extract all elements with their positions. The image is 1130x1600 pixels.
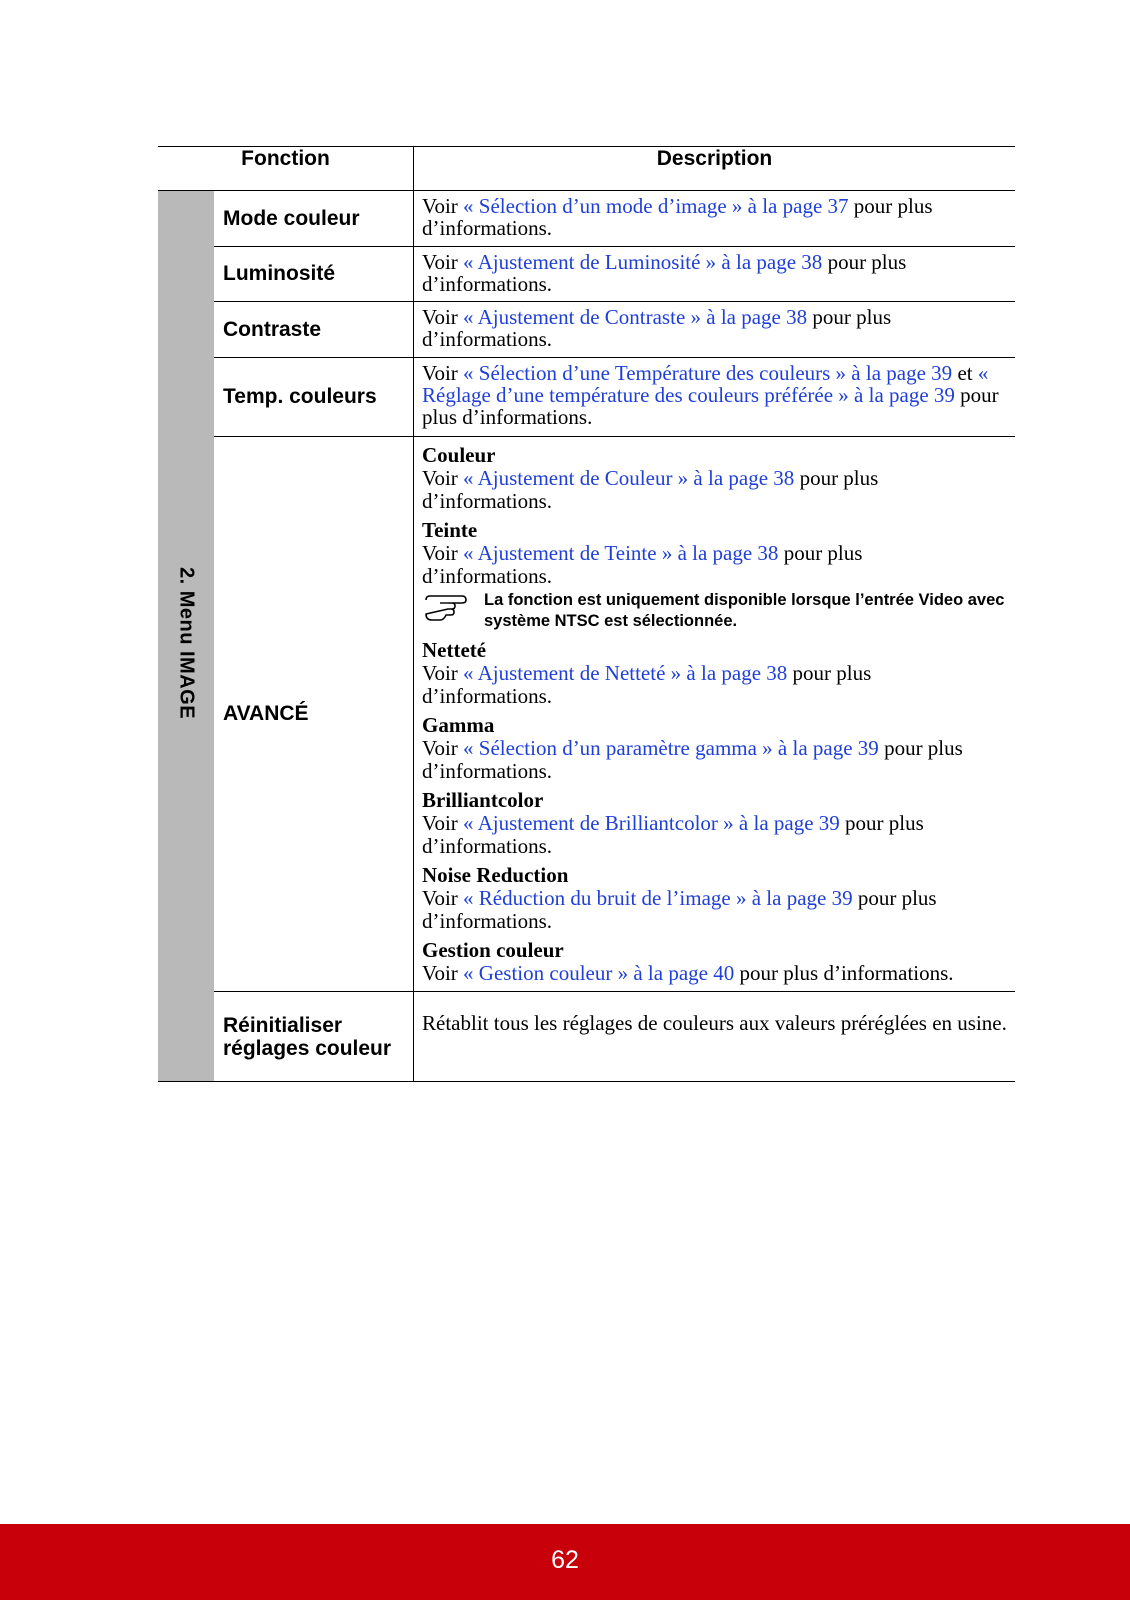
cross-reference-link[interactable]: « Gestion couleur » à la page 40 <box>463 961 735 985</box>
cross-reference-link[interactable]: « Sélection d’une Température des couleurs » à la page 39 <box>463 361 953 385</box>
section-label: 2. Menu IMAGE <box>175 566 198 720</box>
subsection-title: Netteté <box>422 638 487 662</box>
table-row <box>158 247 1015 302</box>
cross-reference-link[interactable]: « Sélection d’un paramètre gamma » à la page 39 <box>463 736 879 760</box>
function-description: Voir « Ajustement de Contraste » à la page 38 pour plus d’informations. <box>414 302 1016 358</box>
note <box>422 590 1007 632</box>
cross-reference-link[interactable]: « Réglage d’une température des couleurs préférée » à la page 39 <box>422 361 989 407</box>
table-row <box>158 302 1015 358</box>
subsection-title: Teinte <box>422 518 478 542</box>
cross-reference-link[interactable]: « Ajustement de Couleur » à la page 38 <box>463 466 795 490</box>
function-name: Luminosité <box>214 247 414 302</box>
header-function: Fonction <box>158 147 414 191</box>
cross-reference-link[interactable]: « Ajustement de Brilliantcolor » à la page 39 <box>463 811 840 835</box>
subsection-title: Gamma <box>422 713 495 737</box>
table-row <box>158 358 1015 437</box>
subsection-title: Gestion couleur <box>422 938 564 962</box>
function-name: Temp. couleurs <box>214 358 414 437</box>
table-row <box>158 992 1015 1082</box>
pointing-hand-icon <box>422 590 474 624</box>
function-name: Contraste <box>214 302 414 358</box>
function-table <box>158 146 1015 1082</box>
function-description: Voir « Sélection d’une Température des couleurs » à la page 39 et « Réglage d’une température des couleurs préférée » à la page 39 pour plus d’informations. <box>414 358 1016 437</box>
subsection-title: Noise Reduction <box>422 863 569 887</box>
cross-reference-link[interactable]: « Ajustement de Contraste » à la page 38 <box>463 305 808 329</box>
function-name: Mode couleur <box>214 191 414 247</box>
header-description: Description <box>414 147 1016 191</box>
section-side-bar <box>158 191 214 1082</box>
cross-reference-link[interactable]: « Ajustement de Teinte » à la page 38 <box>463 541 779 565</box>
note-text: La fonction est uniquement disponible lorsque l’entrée Video avec système NTSC est sélectionnée. <box>484 591 1005 630</box>
page-footer <box>0 1524 1130 1600</box>
table-row <box>158 191 1015 247</box>
cross-reference-link[interactable]: « Ajustement de Netteté » à la page 38 <box>463 661 788 685</box>
function-description: Couleur Voir « Ajustement de Couleur » à la page 38 pour plus d’informations. Teinte Voir « Ajustement de Teinte » à la page 38 pour plus d’informations. La fonction est uniquement disponible lorsque l’entrée Video avec système NTSC est sélectionnée. Netteté Voir « Ajustement de Netteté » à la page 38 pour plus d’informations. Gamma Voir « Sélection d’un paramètre gamma » à la page 39 pour plus d’informations. Brilliantcolor Voir « Ajustement de Brilliantcolor » à la page 39 pour plus d’informations. Noise Reduction Voir « Réduction du bruit de l’image » à la page 39 pour plus d’informations. Gestion couleur Voir « Gestion couleur » à la page 40 pour plus d’informations. <box>414 437 1016 992</box>
function-description: Rétablit tous les réglages de couleurs aux valeurs préréglées en usine. <box>414 992 1016 1082</box>
page-number: 62 <box>551 1546 579 1574</box>
subsection-title: Brilliantcolor <box>422 788 544 812</box>
subsection-title: Couleur <box>422 443 496 467</box>
function-description: Voir « Ajustement de Luminosité » à la page 38 pour plus d’informations. <box>414 247 1016 302</box>
function-name: Réinitialiser réglages couleur <box>214 992 414 1082</box>
cross-reference-link[interactable]: « Ajustement de Luminosité » à la page 38 <box>463 250 823 274</box>
table-row <box>158 437 1015 992</box>
cross-reference-link[interactable]: « Réduction du bruit de l’image » à la page 39 <box>463 886 853 910</box>
function-name: AVANCÉ <box>214 437 414 992</box>
cross-reference-link[interactable]: « Sélection d’un mode d’image » à la page 37 <box>463 194 849 218</box>
function-description: Voir « Sélection d’un mode d’image » à la page 37 pour plus d’informations. <box>414 191 1016 247</box>
